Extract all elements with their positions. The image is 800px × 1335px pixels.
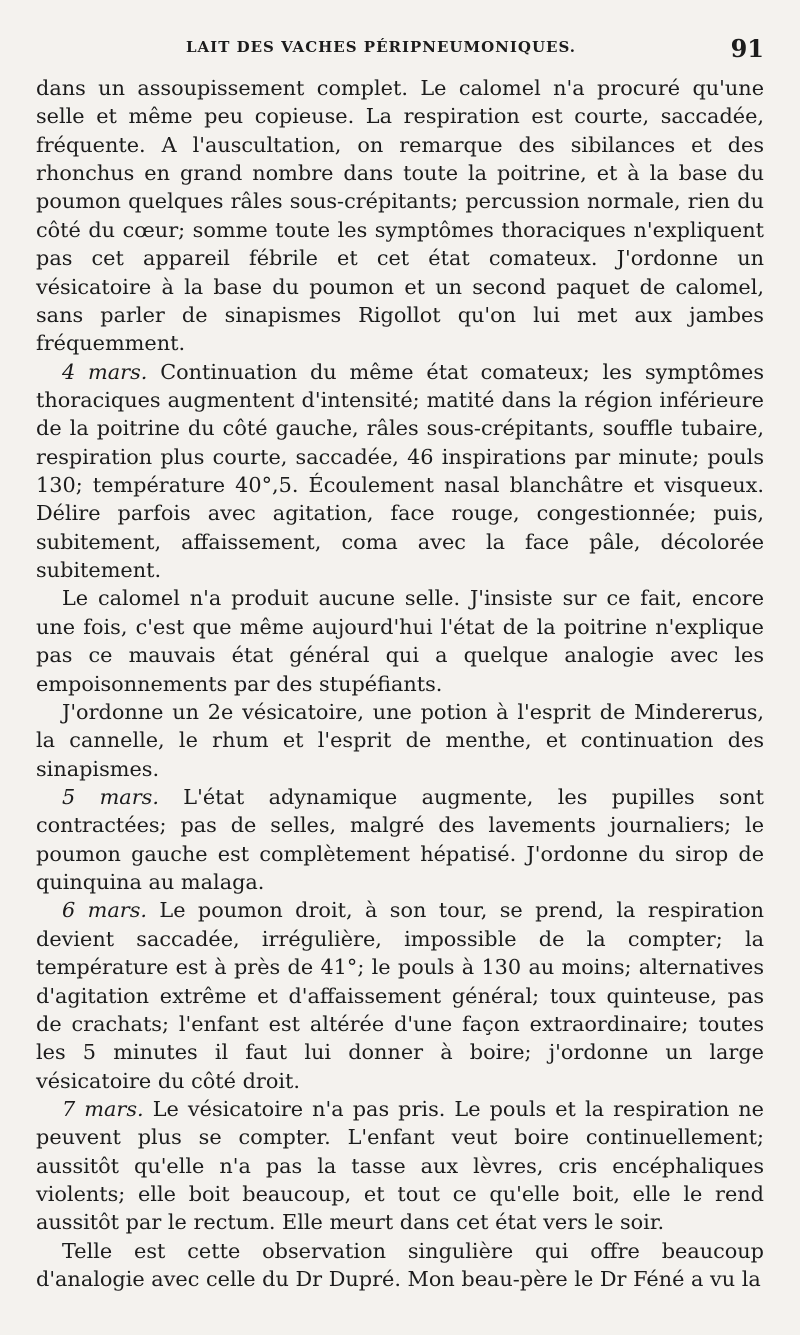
entry-date: 5 mars. (62, 784, 159, 809)
paragraph-text: Le calomel n'a produit aucune selle. J'insiste sur ce fait, encore une fois, c'est que même aujourd'hui l'état de la poitrine n'explique pas ce mauvais état général qui a quelque analogie avec les empoisonnements par des stupéfiants. (36, 586, 764, 696)
entry-date: 6 mars. (62, 898, 147, 923)
page-header (36, 36, 764, 66)
paragraph-conclusion (36, 1237, 764, 1294)
paragraph-6-mars (36, 896, 764, 1095)
paragraph-5-mars (36, 783, 764, 896)
paragraph-continuation (36, 74, 764, 358)
paragraph-ordonne (36, 698, 764, 783)
paragraph-text: J'ordonne un 2e vésicatoire, une potion à l'esprit de Mindererus, la cannelle, le rhum et l'esprit de menthe, et continuation des sinapismes. (36, 699, 764, 781)
entry-date: 4 mars. (62, 359, 148, 384)
paragraph-calomel (36, 584, 764, 697)
page-number: 91 (730, 34, 764, 63)
paragraph-text: Continuation du même état comateux; les symptômes thoraciques augmentent d'intensité; matité dans la région inférieure de la poitrine du côté gauche, râles sous-crépitants, souffle tubaire, respiration plus courte, saccadée, 46 inspirations par minute; pouls 130; température 40°,5. Écoulement nasal blanchâtre et visqueux. Délire parfois avec agitation, face rouge, congestionnée; puis, subitement, affaissement, coma avec la face pâle, décolorée subitement. (36, 359, 765, 583)
entry-date: 7 mars. (62, 1096, 144, 1121)
paragraph-7-mars (36, 1095, 764, 1237)
body-text (36, 74, 764, 1293)
paragraph-text: Le poumon droit, à son tour, se prend, la respiration devient saccadée, irrégulière, impossible de la compter; la température est à près de 41°; le pouls à 130 au moins; alternatives d'agitation extrême et d'affaissement général; toux quinteuse, pas de crachats; l'enfant est altérée d'une façon extraordinaire; toutes les 5 minutes il faut lui donner à boire; j'ordonne un large vésicatoire du côté droit. (36, 898, 764, 1093)
paragraph-text: Telle est cette observation singulière qui offre beaucoup d'analogie avec celle du Dr Dupré. Mon beau-père le Dr Féné a vu la (36, 1238, 764, 1292)
paragraph-text: dans un assoupissement complet. Le calomel n'a procuré qu'une selle et même peu copieuse. La respiration est courte, saccadée, fréquente. A l'auscultation, on remarque des sibilances et des rhonchus en grand nombre dans toute la poitrine, et à la base du poumon quelques râles sous-crépitants; percussion normale, rien du côté du cœur; somme toute les symptômes thoraciques n'expliquent pas cet appareil fébrile et cet état comateux. J'ordonne un vésicatoire à la base du poumon et un second paquet de calomel, sans parler de sinapismes Rigollot qu'on lui met aux jambes fréquemment. (36, 76, 764, 356)
paragraph-text: Le vésicatoire n'a pas pris. Le pouls et la respiration ne peuvent plus se compter. L'enfant veut boire continuellement; aussitôt qu'elle n'a pas la tasse aux lèvres, cris encéphaliques violents; elle boit beaucoup, et tout ce qu'elle boit, elle le rend aussitôt par le rectum. Elle meurt dans cet état vers le soir. (36, 1096, 764, 1235)
paragraph-4-mars (36, 358, 764, 585)
running-title: LAIT DES VACHES PÉRIPNEUMONIQUES. (186, 38, 576, 56)
paragraph-text: L'état adynamique augmente, les pupilles sont contractées; pas de selles, malgré des lavements journaliers; le poumon gauche est complètement hépatisé. J'ordonne du sirop de quinquina au malaga. (36, 784, 764, 895)
